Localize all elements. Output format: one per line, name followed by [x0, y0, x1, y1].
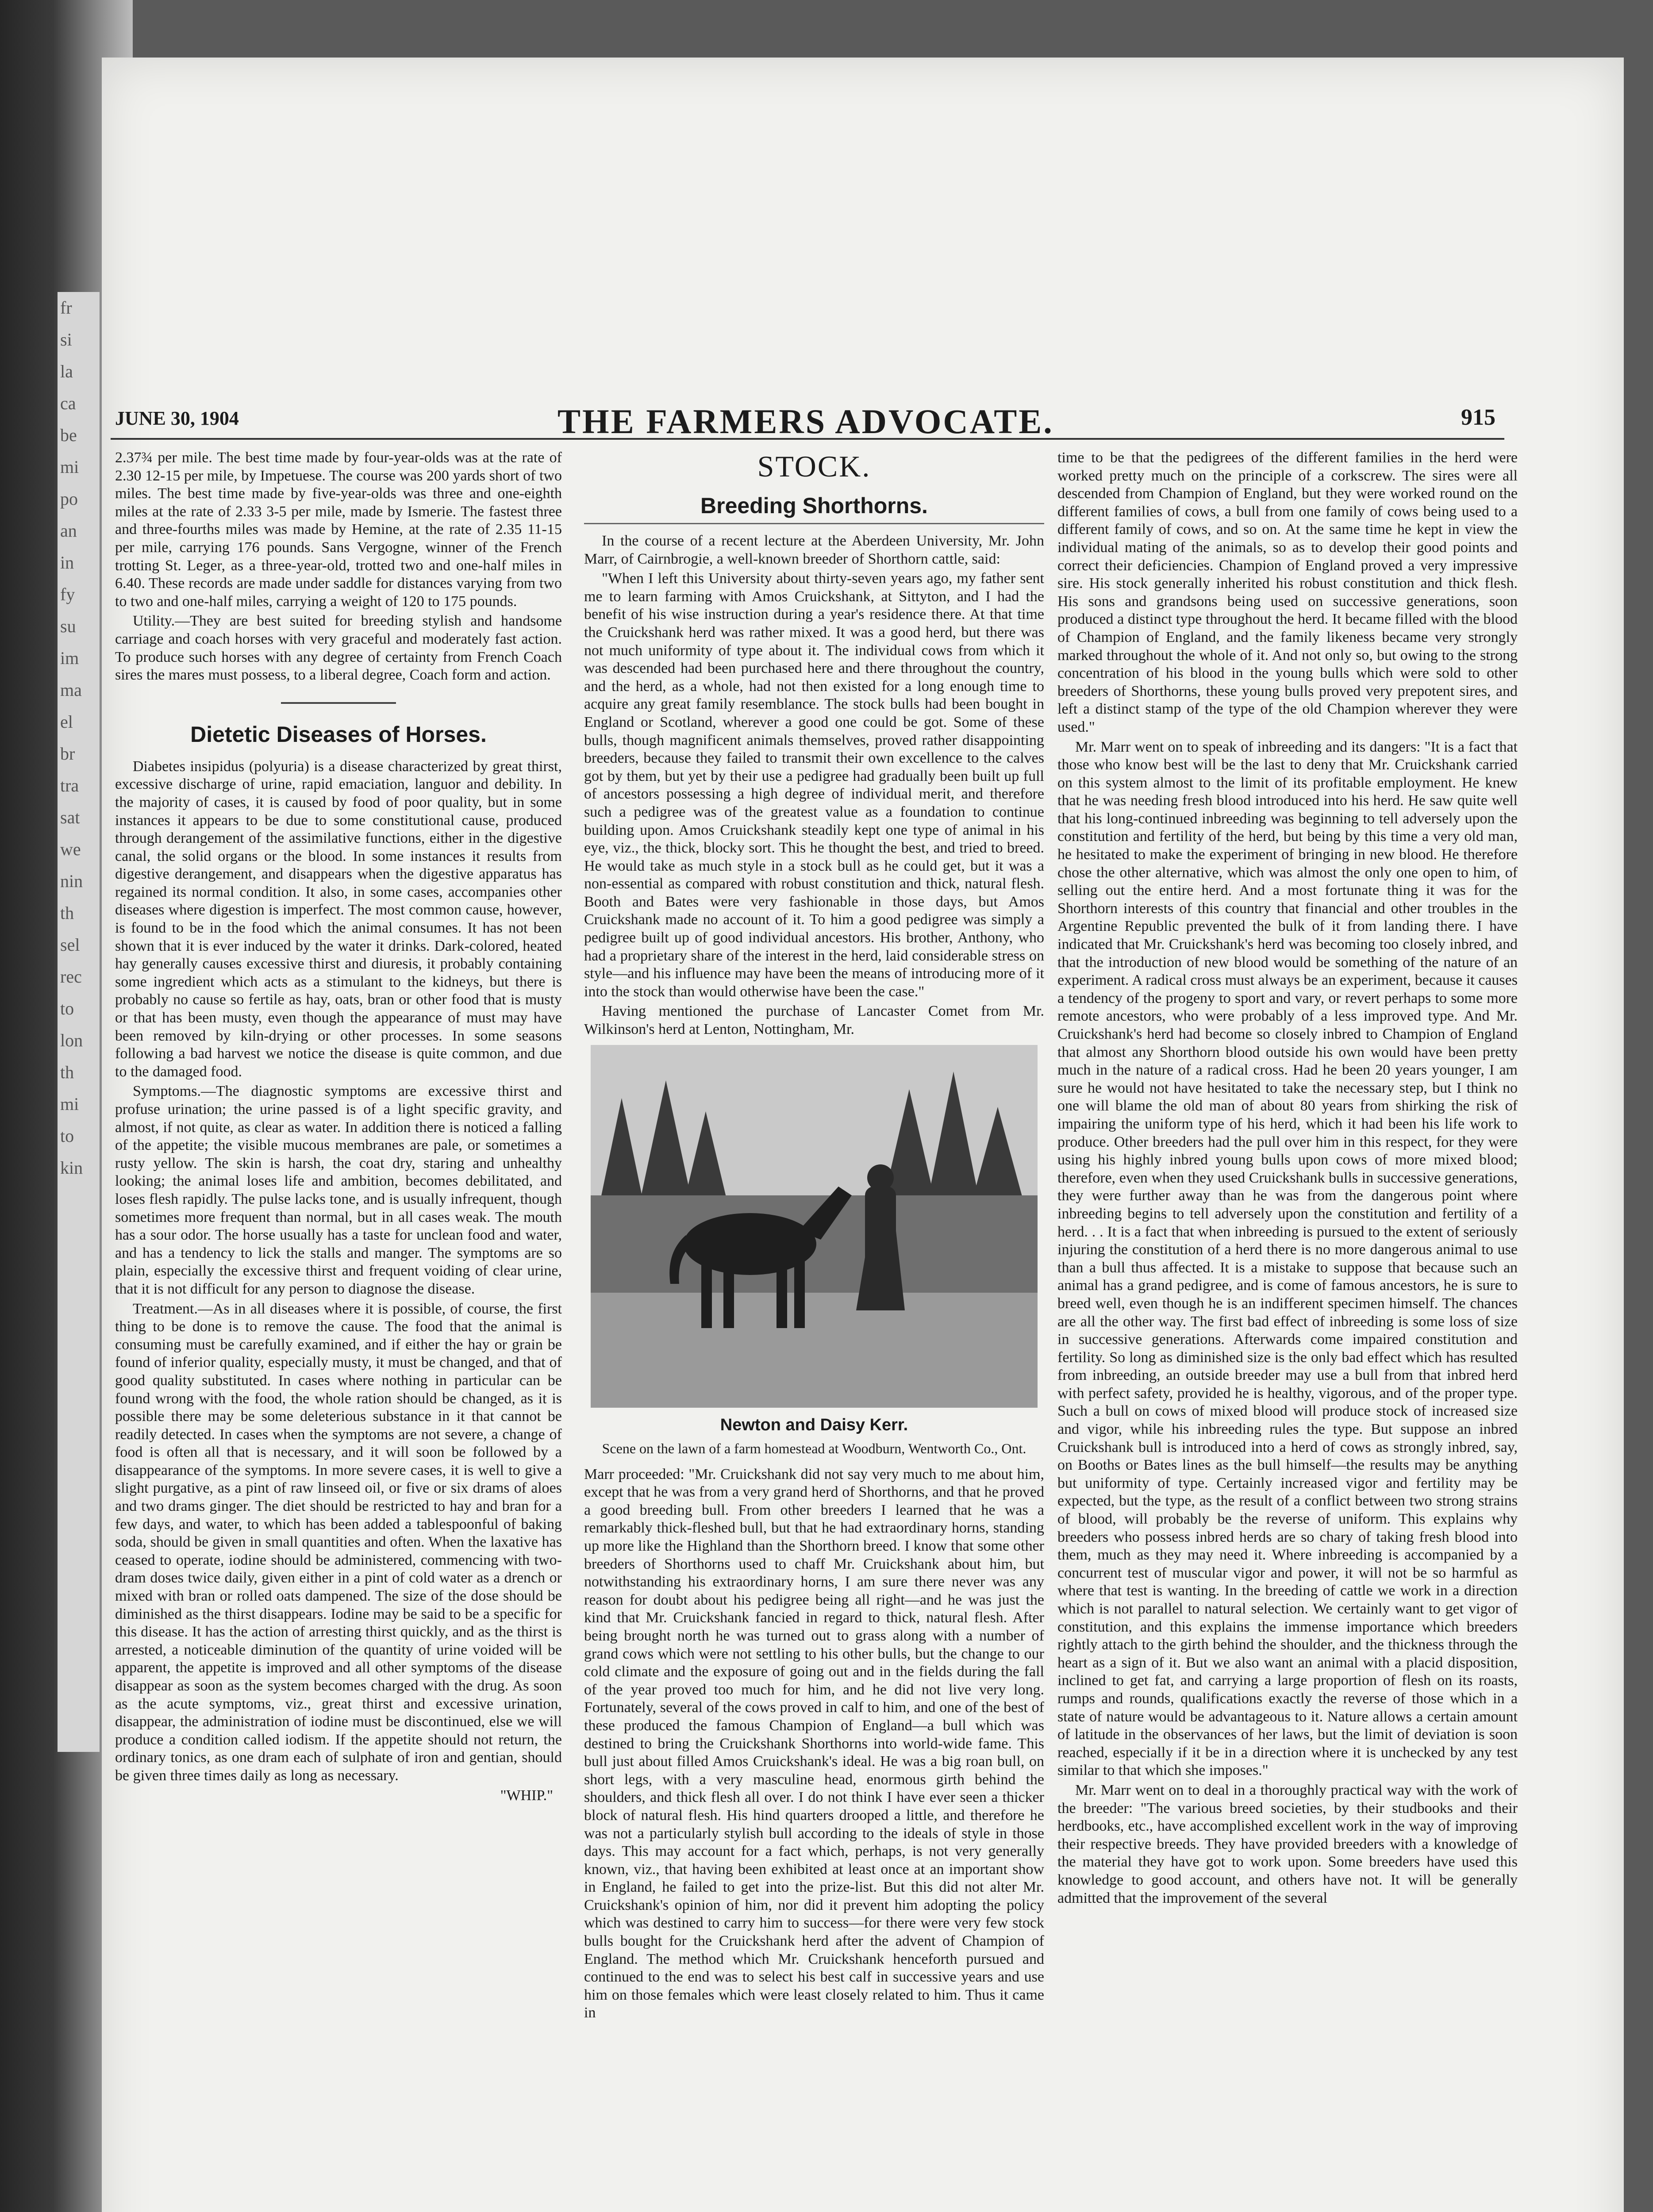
issue-date: JUNE 30, 1904 [115, 407, 239, 429]
article-paragraph: Diabetes insipidus (polyuria) is a disease characterized by great thirst, excessive discharge of urine, rapid emaciation, languor and debility. In the majority of cases, it is caused by food of poor quality, but in some instances it appears to be due to some constitutional cause, produced through derangement of the assimilative functions, either in the digestive canal, the solid organs or the blood. In some instances it results from digestive derangement, and disappears when the digestive apparatus has regained its normal condition. It also, in some cases, accompanies other diseases where digestion is imperfect. The most common cause, however, is found to be in the food which the animal consumes. It has not been shown that it is ever induced by the water it drinks. Dark-colored, heated hay generally causes excessive thirst and diuresis, it probably containing some ingredient which acts as a stimulant to the kidneys, but there is probably no cause so fertile as hay, oats, bran or other food that is musty or that has been musty, even though the appearance of must may have been removed by kiln-drying or other processes. In some seasons following a bad harvest we notice the disease is quite common, and due to the damaged food. [115, 758, 562, 1080]
photo-horse-and-rider [591, 1045, 1038, 1408]
adjacent-page-fragment [58, 292, 100, 1752]
adjacent-page-text: fr si la ca be mi po an in fy su im ma el br tra sat we nin th sel rec to lon th mi to kin [60, 298, 83, 1178]
article-paragraph: Treatment.—As in all diseases where it is possible, of course, the first thing to be done is to remove the cause. The food that the animal is consuming must be carefully examined, and if either the hay or grain be found of inferior quality, especially musty, it must be changed, and that of good quality substituted. In cases where nothing in particular can be found wrong with the food, the whole ration should be changed, as it is possible there may be some deleterious substance in it that cannot be readily detected. In cases when the symptoms are not severe, a change of food is often all that is necessary, and it will soon be followed by a disappearance of the symptoms. In more severe cases, it is well to give a slight purgative, as a pint of raw linseed oil, or five or six drams of aloes and two drams ginger. The diet should be restricted to hay and bran for a few days, and water, to which has been added a tablespoonful of baking soda, should be given in small quantities and often. When the laxative has ceased to operate, iodine should be administered, commencing with two-dram doses twice daily, given either in a pint of cold water as a drench or mixed with bran or rolled oats dampened. The size of the dose should be diminished as the thirst disappears. Iodine may be said to be a specific for this disease. It has the action of arresting thirst quickly, and as the thirst is arrested, a noticeable diminution of the quantity of urine voided will be apparent, the appetite is improved and all other symptoms of the disease disappear as soon as the system becomes charged with the drug. As soon as the acute symptoms, viz., great thirst and excessive urination, disappear, the administration of iodine must be discontinued, else we will produce a condition called iodism. If the appetite should not return, the ordinary tonics, as one dram each of sulphate of iron and gentian, should be given three times daily as long as necessary. [115, 1300, 562, 1784]
photo-caption: Scene on the lawn of a farm homestead at Woodburn, Wentworth Co., Ont. [602, 1440, 1026, 1456]
article-heading: Dietetic Diseases of Horses. [190, 722, 487, 747]
article-heading: Breeding Shorthorns. [584, 493, 1044, 524]
newspaper-page [102, 58, 1624, 2212]
article-paragraph: Having mentioned the purchase of Lancaster Comet from Mr. Wilkinson's herd at Lenton, Nottingham, Mr. [584, 1003, 1044, 1038]
article-paragraph: Symptoms.—The diagnostic symptoms are excessive thirst and profuse urination; the urine passed is of a light specific gravity, and almost, if not quite, as clear as water. In addition there is noticed a falling of the appetite; the visible mucous membranes are pale, or sometimes a rusty yellow. The skin is harsh, the coat dry, staring and unhealthy looking; the animal loses life and ambition, becomes debilitated, and loses flesh rapidly. The pulse lacks tone, and is usually infrequent, though sometimes more frequent than normal, but in all cases weak. The mouth has a sour odor. The horse usually has a taste for unclean food and water, and has a tendency to lick the stalls and manger. The symptoms are so plain, especially the excessive thirst and frequent voiding of clear urine, that it is not difficult for any person to diagnose the disease. [115, 1083, 562, 1297]
column-right [1057, 449, 1518, 2212]
column-left [115, 449, 562, 2212]
page-number: 915 [1461, 405, 1495, 430]
article-paragraph: In the course of a recent lecture at the Aberdeen University, Mr. John Marr, of Cairnbrogie, a well-known breeder of Shorthorn cattle, said: [584, 533, 1044, 567]
article-paragraph: "When I left this University about thirty-seven years ago, my father sent me to learn farming with Amos Cruickshank, at Sittyton, and I had the benefit of his wise instruction during a year's residence there. At that time the Cruickshank herd was rather mixed. It was a good herd, but there was not much uniformity of type about it. The individual cows from which it was descended had been purchased here and there throughout the country, and the herd, as a whole, had not then existed for a long enough time to acquire any great family resemblance. The stock bulls had been bought in England or Scotland, wherever a good one could be got. Some of these bulls, though magnificent animals themselves, proved rather disappointing breeders, because they failed to transmit their own excellence to the calves got by them, but yet by their use a pedigree had gradually been built up full of ancestors possessing a high degree of individual merit, and therefore such a pedigree was of the greatest value as a foundation to continue building upon. Amos Cruickshank steadily kept one type of animal in his eye, viz., the thick, blocky sort. This he thought the best, and tried to breed. He would take as much style in a stock bull as he could get, but it was a non-essential as compared with robust constitution and thick, natural flesh. Booth and Bates were very fashionable in those days, but Amos Cruickshank made no account of it. To him a good pedigree was simply a pedigree built up of good individual ancestors. His brother, Anthony, who had a proprietary share of the interest in the herd, laid considerable stress on style—and his influence may have been the means of introducing more of it into the stock than would otherwise have been the case." [584, 570, 1044, 1000]
section-heading: STOCK. [757, 449, 871, 483]
column-middle [584, 449, 1044, 2212]
article-paragraph: 2.37¾ per mile. The best time made by four-year-olds was at the rate of 2.30 12-15 per mile, by Impetuese. The course was 200 yards short of two miles. The best time made by five-year-olds was three and one-eighth miles at the rate of 2.33 3-5 per mile, made by Ismerie. The fastest three and three-fourths miles was made by Hemine, at the rate of 2.35 11-15 per mile, carrying 176 pounds. Sans Vergogne, winner of the French trotting St. Leger, as a three-year-old, trotted two and one-half miles in 6.40. These records are made under saddle for distances varying from two to two and one-half miles, carrying a weight of 120 to 175 pounds. [115, 449, 562, 610]
header-rule [111, 438, 1504, 440]
article-paragraph: Utility.—They are best suited for breeding stylish and handsome carriage and coach horses with very graceful and moderately fast action. To produce such horses with any degree of certainty from French Coach sires the mares must possess, to a liberal degree, Coach form and action. [115, 613, 562, 684]
page-header [102, 402, 1624, 441]
publication-title: THE FARMERS ADVOCATE. [557, 402, 1054, 441]
article-paragraph: time to be that the pedigrees of the different families in the herd were worked pretty much on the principle of a corkscrew. The sires were all descended from Champion of England, but they were worked round on the different families of cows, a bull from one family of cows being used to a different family of cows, and so on. At the same time he kept in view the individual mating of the animals, so as to develop their good points and correct their deficiencies. Champion of England proved a very impressive sire. His stock generally inherited his robust constitution and thick flesh. His sons and grandsons being used on successive generations, soon produced a distinct type throughout the herd. It became filled with the blood of Champion of England, and the family likeness became very strongly marked throughout the whole of it. And not only so, but owing to the strong concentration of his blood in the young bulls which were sold to other breeders of Shorthorns, these young bulls proved very prepotent sires, and left a distinct stamp of the type of the old Champion wherever they were used." [1057, 449, 1518, 735]
article-signature: "WHIP." [500, 1787, 553, 1804]
article-paragraph: Marr proceeded: "Mr. Cruickshank did not say very much to me about him, except that he was from a very grand herd of Shorthorns, and that he proved a good breeding bull. From other breeders I learned that he was a remarkably thick-fleshed bull, but that he had extraordinary horns, standing up more like the Highland than the Shorthorn breed. I know that some other breeders of Shorthorns used to chaff Mr. Cruickshank about him, but notwithstanding his extraordinary horns, I am sure there never was any reason for doubt about his pedigree being all right—and he was just the kind that Mr. Cruickshank fancied in regard to thick, natural flesh. After being brought north he was turned out to grass along with a number of grand cows which were not settling to his other bulls, but the change to our cold climate and the exposure of going out and in the fields during the fall of the year proved too much for him, and he did not live very long. Fortunately, several of the cows proved in calf to him, and one of the best of these produced the famous Champion of England—a bull which was destined to bring the Cruickshank Shorthorns into world-wide fame. This bull just about filled Amos Cruickshank's ideal. He was a big roan bull, on short legs, with a very masculine head, enormous girth behind the shoulders, and thick flesh all over. I do not think I have ever seen a thicker block of natural flesh. His hind quarters drooped a little, and therefore he was not a particularly stylish bull according to the ideals of style in those days. This may account for a fact which, perhaps, is not very generally known, viz., that having been exhibited at least once at an important show in England, he failed to get into the prize-list. But this did not alter Mr. Cruickshank's opinion of him, nor did it prevent him adopting the policy which was destined to carry him to success—for there were very few stock bulls bought for the Cruickshank herd after the advent of Champion of England. The method which Mr. Cruickshank henceforth pursued and continued to the end was to select his best calf in successive years and use him on those females which were least closely related to him. Thus it came in [584, 1466, 1044, 2021]
article-paragraph: Mr. Marr went on to speak of inbreeding and its dangers: "It is a fact that those who know best will be the last to deny that Mr. Cruickshank carried on this system almost to the limit of its profitable employment. He knew that he was needing fresh blood introduced into his herd. He saw quite well that his long-continued inbreeding was beginning to tell adversely upon the constitution and fertility of the herd, but being by this time a very old man, he hesitated to make the experiment of bringing in new blood. He therefore chose the other alternative, which was almost the only one open to him, of selling out the entire herd. And a most fortunate thing it was for the Shorthorn interests of this country that financial and other troubles in the Argentine Republic prevented the bulk of it from landing there. I have indicated that Mr. Cruickshank's herd was becoming too closely inbred, and that the introduction of new blood would be something of the nature of an experiment. A radical cross must always be an experiment, because it causes a tendency of the progeny to sport and vary, or revert perhaps to some more remote ancestors, who were probably of a less improved type. And Mr. Cruickshank's herd had become so closely inbred to Champion of England that almost any Shorthorn blood outside his own would have been pretty much in the nature of a radical cross. Had he been 20 years younger, I am sure he would not have hesitated to take the necessary step, but I think no one will blame the old man of about 80 years from shirking the risk of impairing the uniform type of his herd, which it had been his life work to produce. Other breeders had the pull over him in this respect, for they were using his highly inbred young bulls upon cows of more mixed blood; therefore, even when they used Cruickshank bulls in successive generations, they were further away than he was from the dangerous point where inbreeding begins to tell adversely upon the constitution and fertility of a herd. . . It is a fact that when inbreeding is pursued to the extent of seriously injuring the constitution of a herd there is no more dangerous animal to use than a bull thus affected. It is a mistake to suppose that because such an animal has a grand pedigree, and is come of famous ancestors, he is sure to breed well, even though he is an indifferent specimen himself. The chances are all the other way. The first bad effect of inbreeding is some loss of size in successive generations. Afterwards come impaired constitution and fertility. So long as diminished size is the only bad effect which has resulted from inbreeding, an outside breeder may use a bull from that inbred herd with perfect safety, provided he is healthy, vigorous, and of the proper type. Such a bull on cows of mixed blood will produce stock of increased size and vigor, while his inbreeding rules the type. But suppose an inbred Cruickshank bull is introduced into a herd of cows as strongly inbred, say, on Booths or Bates lines as the bull himself—the results may be anything but uniformity of type. Certainly increased vigor and fertility may be expected, but the type, as the result of a conflict between two strong strains of blood, will probably be the reverse of uniform. This explains why breeders who possess inbred herds are so chary of taking fresh blood into them, much as they may need it. Where inbreeding is accompanied by a concurrent test of muscular vigor and power, it will not be so harmful as where that test is wanting. In the breeding of cattle we work in a direction which is not parallel to natural selection. We certainly want to get vigor of constitution, and this explains the immense importance which breeders rightly attach to the girth behind the shoulder, and the thickness through the heart as a sign of it. But we also want an animal with a placid disposition, inclined to get fat, and carrying a large proportion of flesh on its roasts, rumps and rounds, qualifications exactly the reverse of those which in a state of nature would be advantageous to it. Nature allows a certain amount of latitude in the observances of her laws, but the limit of deviation is soon reached, especially if it be in a direction where it is unchecked by any test similar to that which she imposes." [1057, 738, 1518, 1779]
photo-caption-title: Newton and Daisy Kerr. [720, 1415, 908, 1434]
article-paragraph: Mr. Marr went on to deal in a thoroughly practical way with the work of the breeder: "The various breed societies, by their studbooks and their herdbooks, etc., have accomplished excellent work in the way of improving their respective breeds. They have provided breeders with a knowledge of the material they have got to work upon. Some breeders have used this knowledge to good account, and others have not. It will be generally admitted that the improvement of the several [1057, 1782, 1518, 1906]
photo-figure [584, 1045, 1044, 1457]
article-divider [281, 702, 396, 704]
